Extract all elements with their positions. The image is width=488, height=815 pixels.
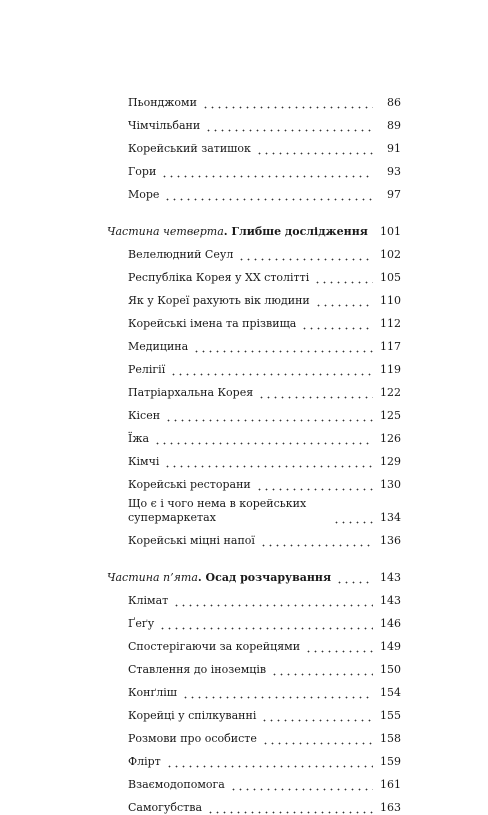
toc-entry — [107, 156, 401, 179]
toc-entry — [107, 285, 401, 308]
toc-entry-title: Велелюдний Сеул — [128, 248, 236, 262]
toc-entry-page: 159 — [377, 755, 401, 769]
toc-entry-page: 97 — [377, 188, 401, 202]
toc-entry-title: Клімат — [128, 594, 171, 608]
toc-entry-title: Кімчі — [128, 455, 162, 469]
dot-leader — [165, 409, 373, 423]
toc-entry — [107, 354, 401, 377]
toc-entry-title: Корейські міцні напої — [128, 534, 258, 548]
toc-entry-title: Корейський затишок — [128, 142, 254, 156]
toc-entry-page: 110 — [377, 294, 401, 308]
dot-leader — [230, 778, 373, 792]
toc-entry — [107, 331, 401, 354]
dot-leader — [205, 119, 373, 133]
toc-entry — [107, 446, 401, 469]
toc-entry-title: Їжа — [128, 432, 152, 446]
toc-entry — [107, 133, 401, 156]
toc-entry-title: Гори — [128, 165, 159, 179]
toc-entry-page: 129 — [377, 455, 401, 469]
toc-entry — [107, 654, 401, 677]
toc-entry — [107, 423, 401, 446]
toc-entry-page: 122 — [377, 386, 401, 400]
toc-entry-title: Конґліш — [128, 686, 180, 700]
dot-leader — [260, 534, 373, 548]
dot-leader — [271, 663, 373, 677]
toc-entry-page: 146 — [377, 617, 401, 631]
part-heading-four — [107, 215, 401, 239]
dot-leader — [262, 732, 373, 746]
toc-entry-title: Патріархальна Корея — [128, 386, 256, 400]
dot-leader — [154, 432, 373, 446]
toc-entry — [107, 87, 401, 110]
toc-entry-page: 105 — [377, 271, 401, 285]
part-heading-five — [107, 561, 401, 585]
toc-entry — [107, 631, 401, 654]
dot-leader — [333, 511, 373, 525]
toc-entry-page: 112 — [377, 317, 401, 331]
toc-entry — [107, 110, 401, 133]
toc-entry-title: Корейці у спілкуванні — [128, 709, 259, 723]
dot-leader — [238, 248, 373, 262]
toc-entry-page: 134 — [377, 511, 401, 525]
dot-leader — [336, 571, 373, 585]
toc-entry-page: 91 — [377, 142, 401, 156]
toc-entry — [107, 700, 401, 723]
toc-entry — [107, 400, 401, 423]
dot-leader — [314, 271, 373, 285]
dot-leader — [202, 96, 373, 110]
toc-entry-page: 126 — [377, 432, 401, 446]
toc-entry-title: Що є і чого нема в корейських супермаркетах — [128, 497, 331, 525]
toc-entry-page: 93 — [377, 165, 401, 179]
toc-entry-title: Релігії — [128, 363, 168, 377]
toc-entry — [107, 469, 401, 492]
dot-leader — [258, 386, 373, 400]
toc-entry-page: 161 — [377, 778, 401, 792]
toc-entry — [107, 723, 401, 746]
toc-entry-page: 86 — [377, 96, 401, 110]
dot-leader — [164, 455, 373, 469]
dot-leader — [166, 755, 373, 769]
toc-entry-title: Море — [128, 188, 162, 202]
dot-leader — [301, 317, 373, 331]
part-page: 101 — [377, 225, 401, 239]
toc-entry-title: Ґеґу — [128, 617, 157, 631]
toc-entry-title: Розмови про особисте — [128, 732, 260, 746]
toc-entry — [107, 769, 401, 792]
toc-entry — [107, 377, 401, 400]
toc-entry — [107, 585, 401, 608]
toc-entry — [107, 792, 401, 815]
toc-entry — [107, 262, 401, 285]
toc-entry-page: 163 — [377, 801, 401, 815]
toc-entry-page: 102 — [377, 248, 401, 262]
table-of-contents — [107, 87, 401, 815]
dot-leader — [305, 640, 373, 654]
toc-entry-title: Спостерігаючи за корейцями — [128, 640, 303, 654]
dot-leader — [170, 363, 373, 377]
toc-entry-page: 149 — [377, 640, 401, 654]
toc-entry-title: Взаємодопомога — [128, 778, 228, 792]
toc-entry-title: Самогубства — [128, 801, 205, 815]
part-page: 143 — [377, 571, 401, 585]
toc-entry-page: 119 — [377, 363, 401, 377]
part-lead: Частина четверта — [107, 225, 224, 238]
part-title: . Глибше дослідження — [224, 225, 368, 238]
toc-entry-page: 89 — [377, 119, 401, 133]
toc-entry-title: Кісен — [128, 409, 163, 423]
toc-entry-page: 155 — [377, 709, 401, 723]
toc-entry — [107, 179, 401, 202]
part-title: . Осад розчарування — [198, 571, 331, 584]
toc-entry-title: Як у Кореї рахують вік людини — [128, 294, 313, 308]
dot-leader — [256, 142, 373, 156]
toc-entry-page: 125 — [377, 409, 401, 423]
toc-entry-title: Чімчільбани — [128, 119, 203, 133]
toc-entry — [107, 525, 401, 548]
toc-entry-page: 117 — [377, 340, 401, 354]
toc-entry — [107, 677, 401, 700]
toc-entry — [107, 608, 401, 631]
dot-leader — [164, 188, 373, 202]
part-lead: Частина п’ята — [107, 571, 198, 584]
toc-entry-page: 136 — [377, 534, 401, 548]
toc-entry — [107, 239, 401, 262]
part-heading-text — [107, 571, 334, 585]
toc-entry-title: Флірт — [128, 755, 164, 769]
toc-entry-page: 143 — [377, 594, 401, 608]
part-heading-text — [107, 225, 371, 239]
dot-leader — [256, 478, 373, 492]
dot-leader — [173, 594, 373, 608]
toc-entry-title: Ставлення до іноземців — [128, 663, 269, 677]
toc-entry-page: 154 — [377, 686, 401, 700]
toc-entry-page: 130 — [377, 478, 401, 492]
dot-leader — [182, 686, 373, 700]
toc-entry-title: Медицина — [128, 340, 191, 354]
dot-leader — [261, 709, 373, 723]
toc-entry-page: 150 — [377, 663, 401, 677]
dot-leader — [193, 340, 373, 354]
toc-entry-title: Республіка Корея у XX столітті — [128, 271, 312, 285]
toc-entry — [107, 492, 401, 525]
toc-entry — [107, 308, 401, 331]
dot-leader — [159, 617, 373, 631]
toc-entry-title: Корейські імена та прізвища — [128, 317, 299, 331]
toc-entry-title: Корейські ресторани — [128, 478, 254, 492]
toc-entry-title: Пьонджоми — [128, 96, 200, 110]
dot-leader — [315, 294, 373, 308]
toc-entry — [107, 746, 401, 769]
dot-leader — [207, 801, 373, 815]
dot-leader — [161, 165, 373, 179]
toc-entry-page: 158 — [377, 732, 401, 746]
